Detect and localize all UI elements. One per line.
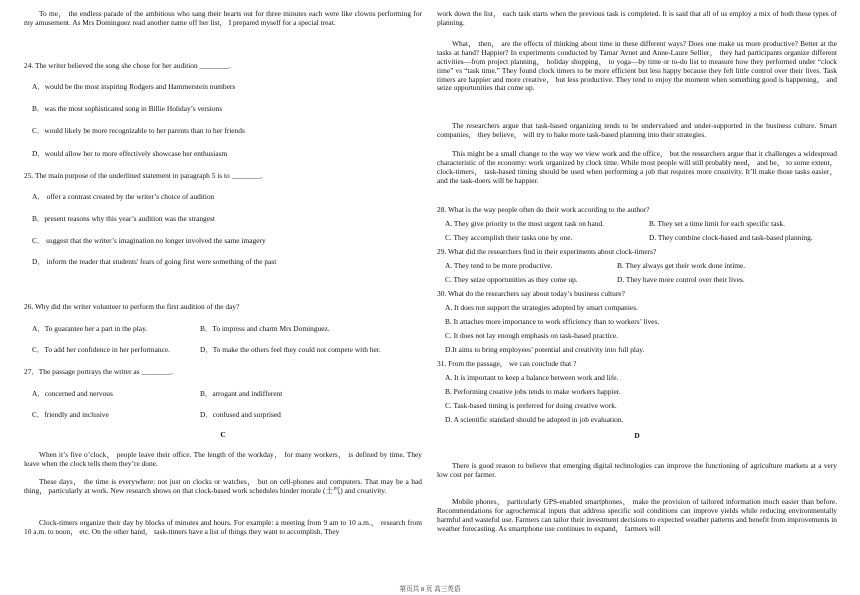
q29-stem: 29. What did the researchers find in their experiments about clock-timers? [437,247,657,256]
q24-option-c: C．would likely be more recognizable to her parents than to her friends [32,126,245,135]
q27-options-row1 [24,390,422,400]
q26-option-c: C．To add her confidence in her performance. [32,345,170,354]
passage-d-paragraph-1: There is good reason to believe that emerging digital technologies can improve the functioning of agriculture markets at a very low cost per farmer. [437,461,837,479]
q28-option-a: A. They give priority to the most urgent task on hand. [445,219,605,228]
passage-c-paragraph-3: Clock-timers organize their day by blocks of minutes and hours. For example: a meeting from 9 am to 10 a.m.， research from 10 a.m. to noon， etc. On the other hand， task-timers have a list of things they want to accomplish. They [24,518,422,536]
q26-option-b: B．To impress and charm Mrs Dominguez. [200,324,330,333]
q29-options-row1 [437,262,837,272]
q31-option-d: D. A scientific standard should be adopted in job evaluation. [445,415,624,424]
q28-option-c: C. They accomplish their tasks one by one. [445,233,573,242]
passage-c-paragraph-1: When it’s five o’clock， people leave their office. The length of the workday， for many workers， is defined by time. They leave when the clock tells them they’re done. [24,450,422,468]
q27-option-c: C．friendly and inclusive [32,410,109,419]
q25-stem: 25. The main purpose of the underlined statement in paragraph 5 is to ________. [24,171,263,180]
q25-option-c: C． suggest that the writer’s imagination no longer involved the same imagery [32,236,266,245]
q27-stem: 27．The passage portrays the writer as ________. [24,367,173,376]
q29-option-c: C. They seize opportunities as they come up. [445,275,578,284]
passage-c-paragraph-7: This might be a small change to the way we view work and the office， but the researchers argue that it challenges a widespread characteristic of the economy: work organized by clock time. While most people will still probably need， and be， to some extent， clock-timers， task-based timing should be used when performing a job that requires more creativity. It’ll make those tasks easier， and the task-doers will be happier. [437,149,837,185]
q29-option-b: B. They always get their work done intime. [617,261,746,270]
section-c-heading: C [220,430,226,439]
q31-stem: 31. From the passage， we can conclude that ? [437,359,577,368]
q30-option-c: C. It does not lay enough emphasis on task-based practice. [445,331,619,340]
q27-option-d: D．confused and surprised [200,410,281,419]
q31-option-c: C. Task-based timing is preferred for doing creative work. [445,401,617,410]
q24-option-a: A．would be the most inspiring Rodgers and Hammerstein numbers [32,82,236,91]
q29-option-a: A. They tend to be more productive. [445,261,553,270]
q24-stem: 24. The writer believed the song she chose for her audition ________. [24,61,231,70]
q31-option-b: B. Performing creative jobs tends to make workers happier. [445,387,621,396]
q25-option-a: A． offer a contrast created by the writer’s choice of audition [32,192,215,201]
q29-option-d: D. They have more control over their lives. [617,275,745,284]
q27-option-a: A．concerned and nervous [32,389,113,398]
passage-c-paragraph-2: These days， the time is everywhere: not just on clocks or watches， but on cell-phones and computers. That may be a bad thing， particularly at work. New research shows on that clock-based work schedules hinder morale (士气) and creativity. [24,477,422,495]
q28-option-b: B. They set a time limit for each specific task. [649,219,785,228]
q30-stem: 30. What do the researchers say about today’s business culture? [437,289,625,298]
q26-option-d: D．To make the others feel they could not compete with her. [200,345,381,354]
q31-option-a: A. It is important to keep a balance between work and life. [445,373,619,382]
q25-option-d: D． inform the reader that students' fears of going first were something of the past [32,257,277,266]
q26-stem: 26. Why did the writer volunteer to perform the first audition of the day? [24,302,240,311]
q27-option-b: B．arrogant and indifferent [200,389,283,398]
q28-options-row1 [437,220,837,230]
q27-options-row2 [24,411,422,421]
q28-stem: 28. What is the way people often do their work according to the author? [437,205,650,214]
q30-option-a: A. It does not support the strategies adopted by smart companies. [445,303,638,312]
q28-options-row2 [437,234,837,244]
q28-option-d: D. They combine clock-based and task-based planning. [649,233,813,242]
q30-option-b: B. It attaches more importance to work efficiency than to workers’ lives. [445,317,660,326]
page-footer: 第页共 8 页 高三英语 [399,586,461,593]
q26-options-row2 [24,346,422,356]
passage-c-paragraph-5: What， then， are the effects of thinking about time in these different ways? Does one make us more productive? Better at the tasks at hand? Happier? In experiments conducted by Tamar Avnet and Anne-Laure Sellier， they had participants organize different activities—from project planning， holiday shopping， to yoga—by time or to-do list to measure how they performed under “clock time” vs “task time.” They found clock timers to be more efficient but less happy because they felt little control over their lives. Task timers are happier and more creative， but less productive. They tend to enjoy the moment when something good is happening， and seize opportunities that come up. [437,39,837,93]
q29-options-row2 [437,276,837,286]
intro-paragraph: To me， the endless parade of the ambitious who sang their hearts out for three minutes each were like clowns performing for my amusement. As Mrs Dominguez read another name off her list， I prepared myself for a special treat. [24,9,422,27]
passage-d-paragraph-2: Mobile phones， particularly GPS-enabled smartphones， make the provision of tailored information much easier than before. Recommendations for agrochemical inputs that address specific soil conditions can improve yields while reducing environmentally harmful and wasteful use. Farmers can tailor their investment decisions to expected weather patterns and benefit from improvements in weather forecasting. As smartphone use continues to expand， farmers will [437,497,837,533]
q26-option-a: A．To guarantee her a part in the play. [32,324,148,333]
section-d-heading: D [634,431,640,440]
q26-options-row1 [24,325,422,335]
q30-option-d: D.It aims to bring employees’ potential and creativity into full play. [445,345,645,354]
q25-option-b: B．present reasons why this year’s audition was the strangest [32,214,215,223]
q24-option-d: D．would allow her to more effectively showcase her enthusiasm [32,149,228,158]
q24-option-b: B．was the most sophisticated song in Billie Holiday’s versions [32,104,223,113]
passage-c-paragraph-4: work down the list， each task starts when the previous task is completed. It is said that all of us employ a mix of both these types of planning. [437,9,837,27]
passage-c-paragraph-6: The researchers argue that task-based organizing tends to be undervalued and under-supported in the business culture. Smart companies， they believe， will try to bake more task-based planning into their strategies. [437,121,837,139]
